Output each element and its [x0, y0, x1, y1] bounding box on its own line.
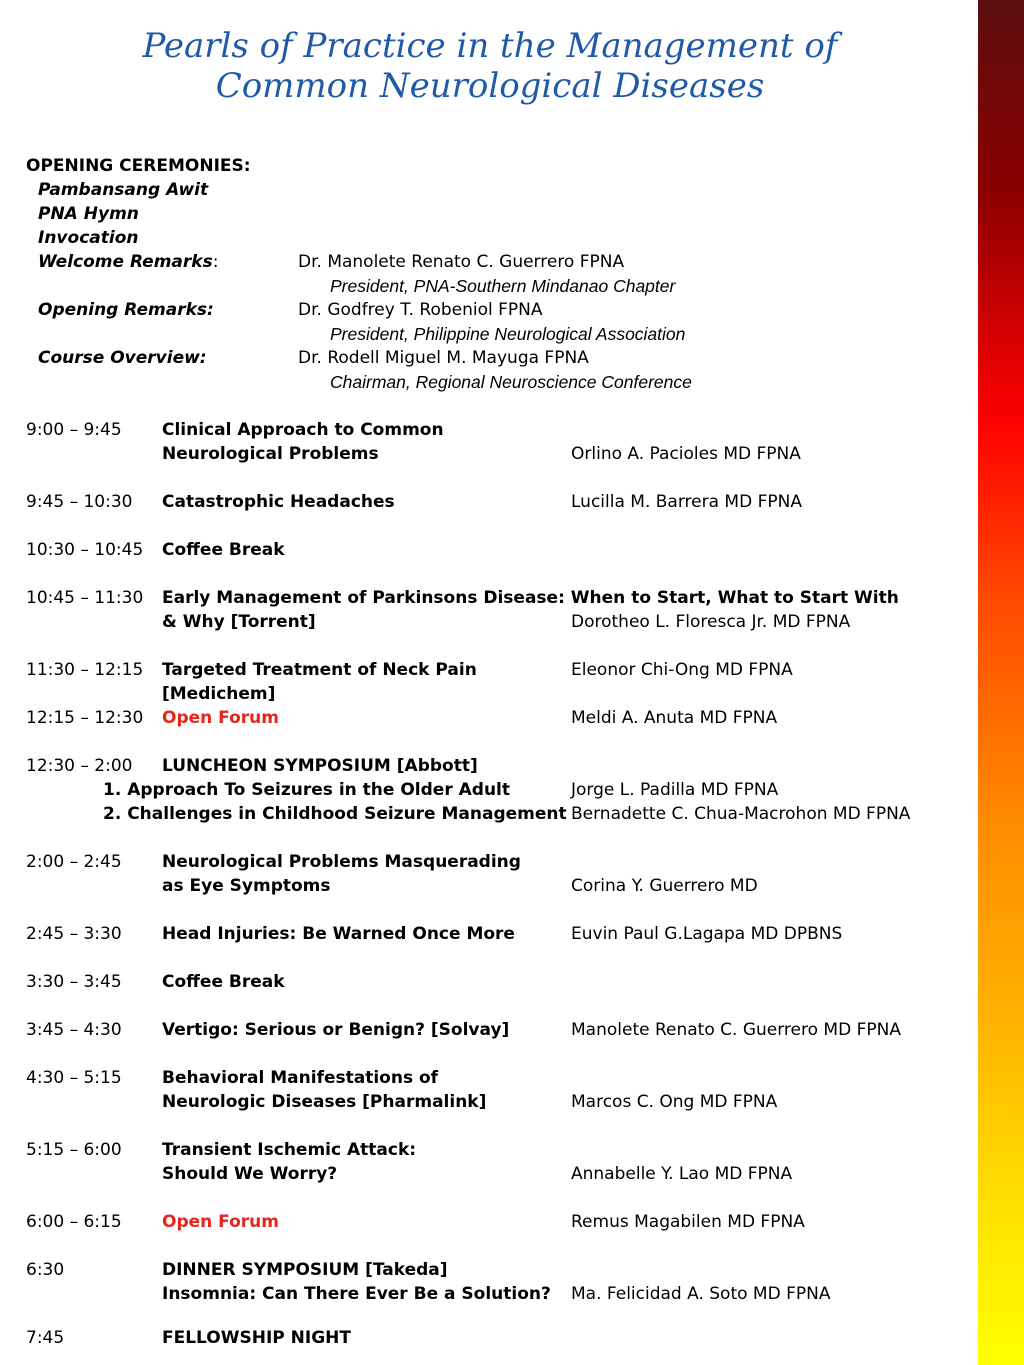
session-speaker: Corina Y. Guerrero MD — [571, 876, 758, 896]
session-topic: Targeted Treatment of Neck Pain — [162, 660, 477, 680]
session-time: 6:00 – 6:15 — [26, 1212, 122, 1232]
page-title — [0, 26, 980, 106]
session-topic: Head Injuries: Be Warned Once More — [162, 924, 515, 944]
welcome-remarks-label: Welcome Remarks: — [38, 252, 219, 272]
symposium-subtopic: 1. Approach To Seizures in the Older Adult — [103, 780, 511, 800]
session-speaker: Bernadette C. Chua-Macrohon MD FPNA — [571, 804, 911, 824]
open-forum-label: Open Forum — [162, 708, 279, 728]
course-overview-label: Course Overview: — [38, 348, 207, 368]
session-topic-cont: Neurological Problems — [162, 444, 379, 464]
session-speaker: Manolete Renato C. Guerrero MD FPNA — [571, 1020, 901, 1040]
session-time: 10:45 – 11:30 — [26, 588, 144, 608]
session-time: 2:00 – 2:45 — [26, 852, 122, 872]
session-topic-cont: Should We Worry? — [162, 1164, 338, 1184]
opening-heading: OPENING CEREMONIES: — [26, 156, 251, 176]
session-time: 11:30 – 12:15 — [26, 660, 144, 680]
welcome-remarks-role: President, PNA-Southern Mindanao Chapter — [330, 276, 676, 296]
session-speaker: Meldi A. Anuta MD FPNA — [571, 708, 778, 728]
session-speaker: Marcos C. Ong MD FPNA — [571, 1092, 778, 1112]
opening-item-anthem: Pambansang Awit — [38, 180, 209, 200]
opening-item-invocation: Invocation — [38, 228, 139, 248]
opening-remarks-label: Opening Remarks: — [38, 300, 214, 320]
session-topic: LUNCHEON SYMPOSIUM [Abbott] — [162, 756, 478, 776]
session-topic: Coffee Break — [162, 540, 285, 560]
session-speaker: Jorge L. Padilla MD FPNA — [571, 780, 779, 800]
session-time: 7:45 — [26, 1328, 65, 1348]
opening-remarks-role: President, Philippine Neurological Association — [330, 324, 686, 344]
session-topic: Clinical Approach to Common — [162, 420, 444, 440]
session-time: 5:15 – 6:00 — [26, 1140, 122, 1160]
session-time: 10:30 – 10:45 — [26, 540, 144, 560]
title-line-1: Pearls of Practice in the Management of — [142, 26, 838, 66]
session-speaker: Eleonor Chi-Ong MD FPNA — [571, 660, 793, 680]
session-time: 9:45 – 10:30 — [26, 492, 133, 512]
session-time: 6:30 — [26, 1260, 65, 1280]
opening-item-hymn: PNA Hymn — [38, 204, 139, 224]
symposium-subtopic: 2. Challenges in Childhood Seizure Management — [103, 804, 567, 824]
session-speaker: Dorotheo L. Floresca Jr. MD FPNA — [571, 612, 851, 632]
session-topic: FELLOWSHIP NIGHT — [162, 1328, 351, 1348]
course-overview-role: Chairman, Regional Neuroscience Conference — [330, 372, 692, 392]
session-topic: Coffee Break — [162, 972, 285, 992]
session-topic: Behavioral Manifestations of — [162, 1068, 439, 1088]
decorative-gradient-bar — [978, 0, 1024, 1365]
session-topic-cont: Neurologic Diseases [Pharmalink] — [162, 1092, 487, 1112]
open-forum-label: Open Forum — [162, 1212, 279, 1232]
session-topic: Transient Ischemic Attack: — [162, 1140, 417, 1160]
session-topic: Vertigo: Serious or Benign? [Solvay] — [162, 1020, 510, 1040]
session-topic: Neurological Problems Masquerading — [162, 852, 521, 872]
session-time: 12:15 – 12:30 — [26, 708, 144, 728]
title-line-2: Common Neurological Diseases — [215, 66, 765, 106]
session-topic-cont: & Why [Torrent] — [162, 612, 316, 632]
session-speaker: Remus Magabilen MD FPNA — [571, 1212, 805, 1232]
session-topic-cont: Insomnia: Can There Ever Be a Solution? — [162, 1284, 551, 1304]
session-time: 3:45 – 4:30 — [26, 1020, 122, 1040]
session-speaker: Ma. Felicidad A. Soto MD FPNA — [571, 1284, 831, 1304]
session-time: 4:30 – 5:15 — [26, 1068, 122, 1088]
session-topic: Early Management of Parkinsons Disease: When to Start, What to Start With — [162, 588, 899, 608]
session-topic-cont: as Eye Symptoms — [162, 876, 331, 896]
welcome-remarks-speaker: Dr. Manolete Renato C. Guerrero FPNA — [298, 252, 625, 272]
session-time: 9:00 – 9:45 — [26, 420, 122, 440]
session-time: 2:45 – 3:30 — [26, 924, 122, 944]
session-speaker: Annabelle Y. Lao MD FPNA — [571, 1164, 793, 1184]
session-speaker: Euvin Paul G.Lagapa MD DPBNS — [571, 924, 843, 944]
opening-remarks-speaker: Dr. Godfrey T. Robeniol FPNA — [298, 300, 543, 320]
session-topic: Catastrophic Headaches — [162, 492, 395, 512]
session-topic-cont: [Medichem] — [162, 684, 276, 704]
session-time: 3:30 – 3:45 — [26, 972, 122, 992]
session-time: 12:30 – 2:00 — [26, 756, 133, 776]
session-topic: DINNER SYMPOSIUM [Takeda] — [162, 1260, 448, 1280]
session-speaker: Orlino A. Pacioles MD FPNA — [571, 444, 801, 464]
course-overview-speaker: Dr. Rodell Miguel M. Mayuga FPNA — [298, 348, 589, 368]
session-speaker: Lucilla M. Barrera MD FPNA — [571, 492, 802, 512]
